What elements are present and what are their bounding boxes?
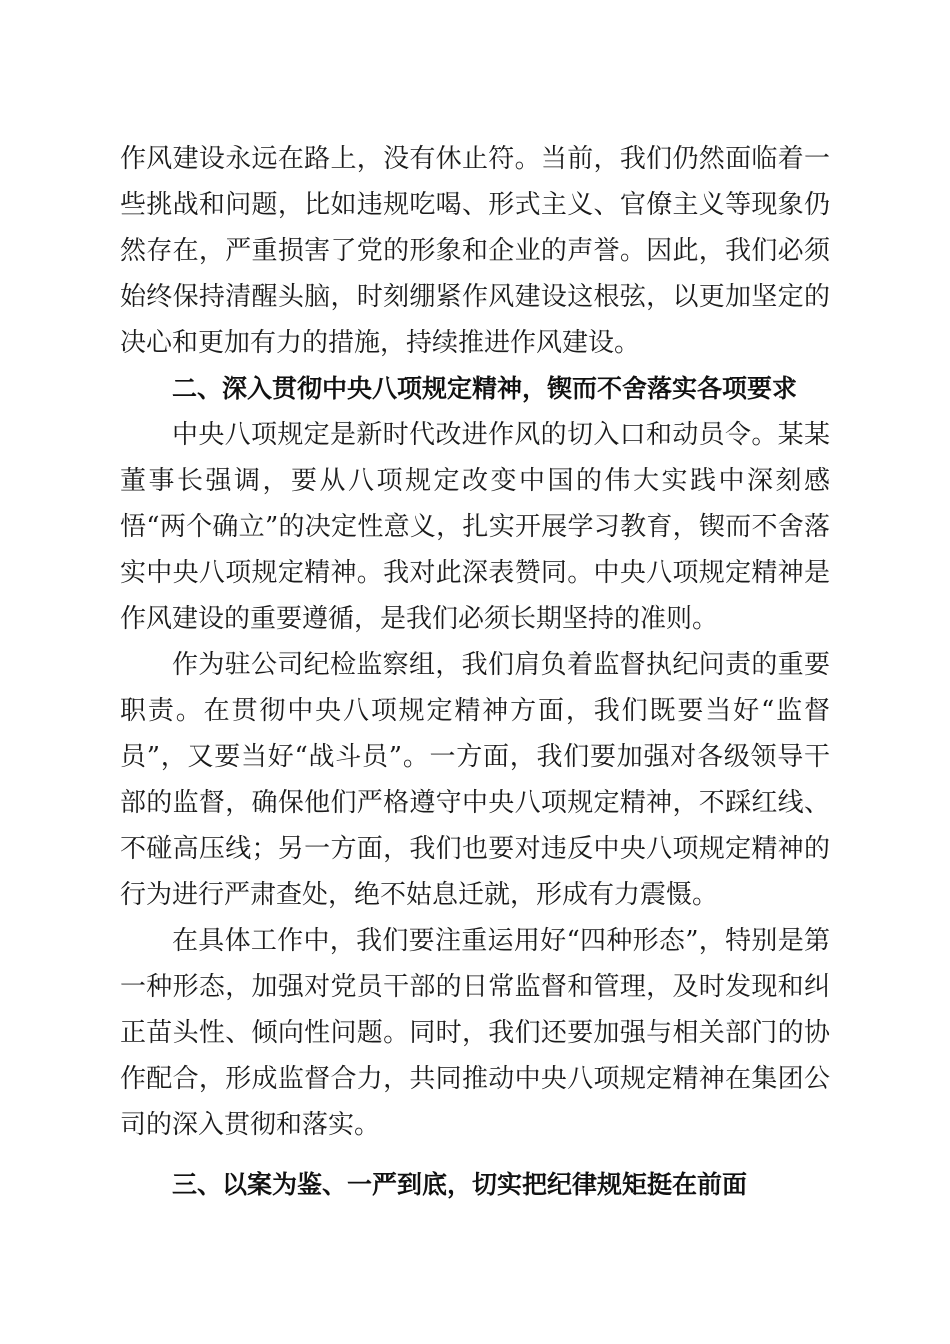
paragraph-eight-rules: 中央八项规定是新时代改进作风的切入口和动员令。某某董事长强调，要从八项规定改变中国的伟大实践中深刻感悟“两个确立”的决定性意义，扎实开展学习教育，锲而不舍落实中央八项规定精神。我对此深表赞同。中央八项规定精神是作风建设的重要遵循，是我们必须长期坚持的准则。 <box>120 420 830 634</box>
document-body <box>120 136 830 1208</box>
paragraph-four-forms: 在具体工作中，我们要注重运用好“四种形态”，特别是第一种形态，加强对党员干部的日常监督和管理，及时发现和纠正苗头性、倾向性问题。同时，我们还要加强与相关部门的协作配合，形成监督合力，共同推动中央八项规定精神在集团公司的深入贯彻和落实。 <box>120 926 830 1140</box>
section-heading-2: 二、深入贯彻中央八项规定精神，锲而不舍落实各项要求 <box>172 374 798 403</box>
section-heading-3: 三、以案为鉴、一严到底，切实把纪律规矩挺在前面 <box>172 1170 748 1199</box>
paragraph-continuation: 作风建设永远在路上，没有休止符。当前，我们仍然面临着一些挑战和问题，比如违规吃喝、形式主义、官僚主义等现象仍然存在，严重损害了党的形象和企业的声誉。因此，我们必须始终保持清醒头脑，时刻绷紧作风建设这根弦，以更加坚定的决心和更加有力的措施，持续推进作风建设。 <box>120 144 830 358</box>
paragraph-supervision-role: 作为驻公司纪检监察组，我们肩负着监督执纪问责的重要职责。在贯彻中央八项规定精神方面，我们既要当好“监督员”，又要当好“战斗员”。一方面，我们要加强对各级领导干部的监督，确保他们严格遵守中央八项规定精神，不踩红线、不碰高压线；另一方面，我们也要对违反中央八项规定精神的行为进行严肃查处，绝不姑息迁就，形成有力震慑。 <box>120 650 830 910</box>
